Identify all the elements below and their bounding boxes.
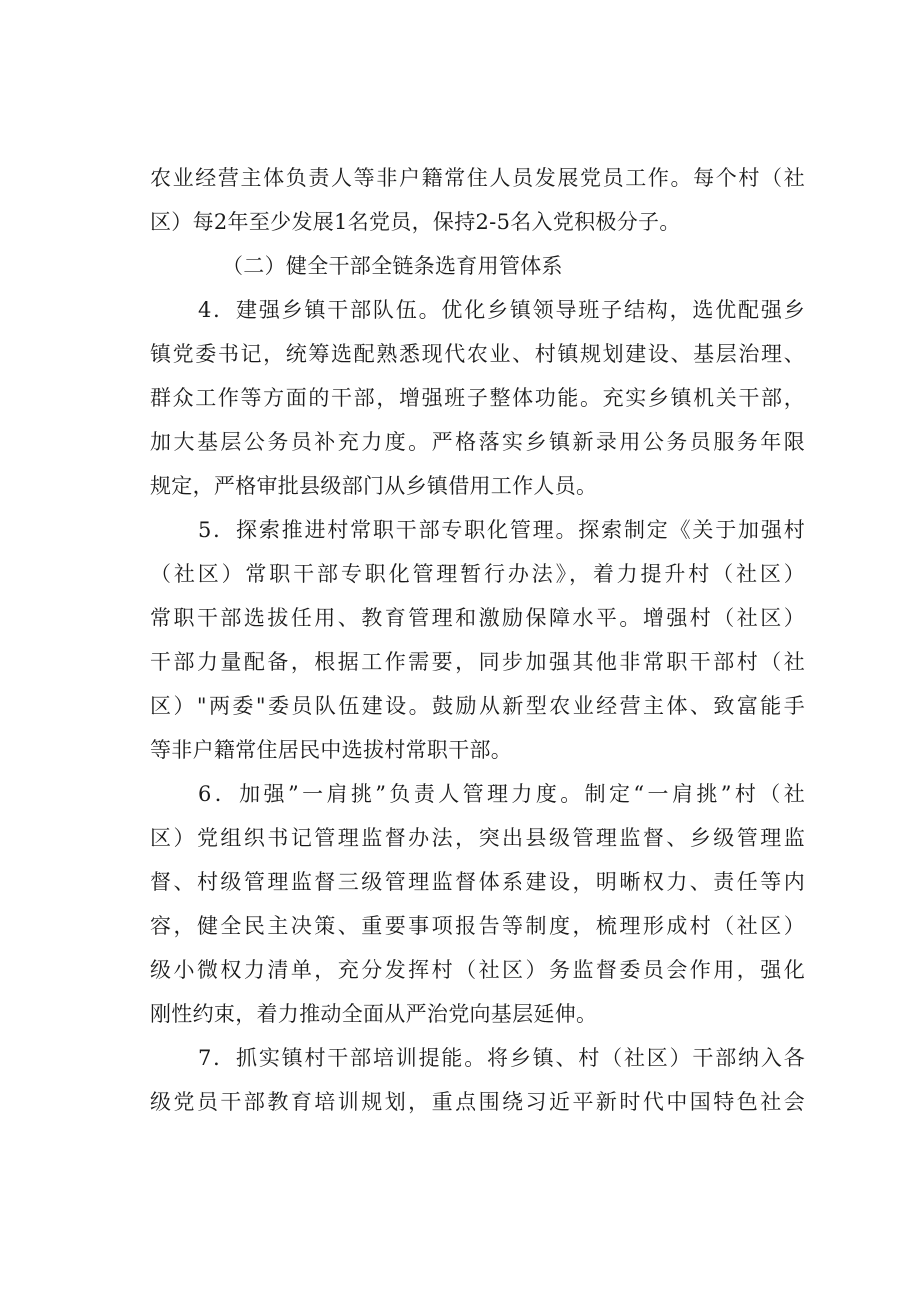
text-line: 农业经营主体负责人等非户籍常住人员发展党员工作。每个村（社 [150,166,805,190]
text-line: 加大基层公务员补充力度。严格落实乡镇新录用公务员服务年限 [150,430,805,454]
text-line: 群众工作等方面的干部，增强班子整体功能。充实乡镇机关干部， [150,386,805,410]
paragraph-item-4 [150,288,805,508]
paragraph-item-7 [150,1036,805,1124]
text-line: 区）每2年至少发展1名党员，保持2-5名入党积极分子。 [150,210,681,234]
text-line: 规定，严格审批县级部门从乡镇借用工作人员。 [150,474,598,498]
text-line: 区）党组织书记管理监督办法，突出县级管理监督、乡级管理监 [150,826,805,850]
paragraph-item-6 [150,772,805,1036]
text-line: 刚性约束，着力推动全面从严治党向基层延伸。 [150,1002,598,1026]
paragraph-party-member-development [150,156,805,244]
text-line: 7．抓实镇村干部培训提能。将乡镇、村（社区）干部纳入各 [198,1046,805,1070]
section-heading: （二）健全干部全链条选育用管体系 [222,254,563,278]
text-line: 等非户籍常住居民中选拔村常职干部。 [150,738,513,762]
section-heading-cadre-system [150,244,805,288]
text-line: 镇党委书记，统筹选配熟悉现代农业、村镇规划建设、基层治理、 [150,342,805,366]
paragraph-item-5 [150,508,805,772]
text-line: 干部力量配备，根据工作需要，同步加强其他非常职干部村（社 [150,650,805,674]
text-line: 6．加强”一肩挑”负责人管理力度。制定“一肩挑”村（社 [198,782,805,806]
text-line: 常职干部选拔任用、教育管理和激励保障水平。增强村（社区） [150,606,805,630]
document-body [150,156,805,1124]
text-line: （社区）常职干部专职化管理暂行办法》，着力提升村（社区） [150,562,805,586]
text-line: 4．建强乡镇干部队伍。优化乡镇领导班子结构，选优配强乡 [198,298,805,322]
text-line: 区）"两委"委员队伍建设。鼓励从新型农业经营主体、致富能手 [150,694,805,718]
text-line: 级小微权力清单，充分发挥村（社区）务监督委员会作用，强化 [150,958,805,982]
text-line: 级党员干部教育培训规划，重点围绕习近平新时代中国特色社会 [150,1090,805,1114]
text-line: 容，健全民主决策、重要事项报告等制度，梳理形成村（社区） [150,914,805,938]
text-line: 5．探索推进村常职干部专职化管理。探索制定《关于加强村 [198,518,805,542]
text-line: 督、村级管理监督三级管理监督体系建设，明晰权力、责任等内 [150,870,805,894]
